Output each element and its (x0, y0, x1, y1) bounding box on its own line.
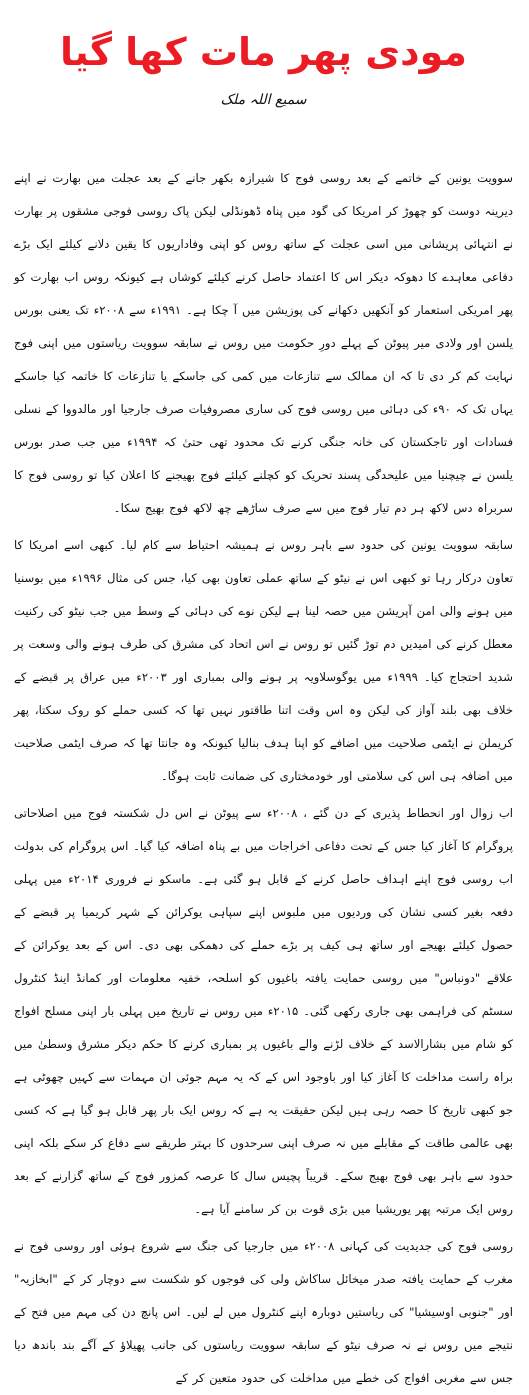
paragraph-3: اب زوال اور انحطاط پذیری کے دن گئے ، ۲۰۰۸ء سے پیوٹن نے اس دل شکستہ فوج میں اصلاحاتی پروگرام کا آغاز کیا جس کے تحت دفاعی اخراجات میں بے پناہ اضافہ کیا گیا۔ اس پروگرام کی بدولت اب روسی فوج اپنے اہداف حاصل کرنے کے قابل ہو گئی ہے۔ ماسکو نے فروری ۲۰۱۴ء میں پہلی دفعہ بغیر کسی نشان کی وردیوں میں ملبوس اپنے سپاہی یوکرائن کے شہر کریمیا پر قبضے کے حصول کیلئے بھیجے اور ساتھ ہی کیف پر بڑے حملے کی دھمکی بھی دی۔ اس کے بعد یوکرائن کے علاقے "دونباس" میں روسی حمایت یافتہ باغیوں کو اسلحہ، خفیہ معلومات اور کمانڈ اینڈ کنٹرول سسٹم کی فراہمی بھی جاری رکھی گئی۔ ۲۰۱۵ء میں روس نے تاریخ میں پہلی بار اپنی مسلح افواج کو شام میں بشارالاسد کے خلاف لڑنے والے باغیوں پر بمباری کرنے کا حکم دیکر مشرق وسطیٰ میں براہ راست مداخلت کا آغاز کیا اور باوجود اس کے کہ یہ مہم جوئی ان مہمات سے کہیں چھوٹی ہے جو کبھی تاریخ کا حصہ رہی ہیں لیکن حقیقت یہ ہے کہ روس ایک بار پھر قابل ہو گیا ہے کہ کسی بھی عالمی طاقت کے مقابلے میں نہ صرف اپنی سرحدوں کا بہتر طریقے سے دفاع کر سکے بلکہ اپنی حدود سے باہر بھی فوج بھیج سکے۔ قریباً پچیس سال کا عرصہ کمزور فوج کے ساتھ گزارنے کے بعد روس ایک مرتبہ پھر یوریشیا میں بڑی قوت بن کر سامنے آیا ہے۔ (14, 806, 513, 1216)
paragraph-2: سابقہ سوویت یونین کی حدود سے باہر روس نے ہمیشہ احتیاط سے کام لیا۔ کبھی اسے امریکا کا تعاون درکار رہا تو کبھی اس نے نیٹو کے ساتھ عملی تعاون بھی کیا، جس کی مثال ۱۹۹۶ء میں بوسنیا میں ہونے والی امن آپریشن میں حصہ لینا ہے لیکن نوے کی دہائی کے وسط میں جب نیٹو کی رکنیت معطل کرنے کی امیدیں دم توڑ گئیں تو روس نے اس اتحاد کی مشرق کی طرف ہونے والی وسعت پر شدید احتجاج کیا۔ ۱۹۹۹ء میں یوگوسلاویہ پر ہونے والی بمباری اور ۲۰۰۳ء میں عراق پر قبضے کے خلاف بھی بلند آواز کی لیکن وہ اس وقت اتنا طاقتور نہیں تھا کہ کسی حملے کو روک سکتا، پھر کریملن نے ایٹمی صلاحیت میں اضافے کو اپنا ہدف بنالیا کیونکہ وہ جانتا تھا کہ صرف ایٹمی صلاحیت میں اضافہ ہی اس کی سلامتی اور خودمختاری کی ضمانت ثابت ہوگا۔ (14, 538, 513, 783)
article-title: مودی پھر مات کھا گیا (60, 30, 467, 74)
paragraph-1: سوویت یونین کے خاتمے کے بعد روسی فوج کا شیرازہ بکھر جانے کے بعد عجلت میں بھارت نے اپنے دیرینہ دوست کو چھوڑ کر امریکا کی گود میں پناہ ڈھونڈلی لیکن پاک روسی فوجی مشقوں پر بھارت نے انتہائی پریشانی میں اسی عجلت کے ساتھ روس کو اپنی وفاداریوں کا یقین دلانے کیلئے ایک بڑے دفاعی معاہدے کا دھوکہ دیکر اس کا اعتماد حاصل کرنے کیلئے کوشاں ہے کیونکہ روس اب بھارت کو پھر امریکی استعمار کو آنکھیں دکھانے کی پوزیشن میں آ چکا ہے۔ ۱۹۹۱ء سے ۲۰۰۸ء تک یعنی بورس یلسن اور ولادی میر پیوٹن کے پہلے دورِ حکومت میں روس نے سابقہ سوویت ریاستوں میں اپنی فوج نہایت کم کر دی تا کہ ان ممالک سے تنازعات میں کمی کی جاسکے یا تنازعات کا خاتمہ کیا جاسکے یہاں تک کہ ۹۰ء کی دہائی میں روسی فوج کی ساری مصروفیات صرف جارجیا اور مالدووا کے نسلی فسادات اور تاجکستان کی خانہ جنگی کرنے تک محدود تھی حتیٰ کہ ۱۹۹۴ء میں جب صدر بورس یلسن نے چیچنیا میں علیحدگی پسند تحریک کو کچلنے کیلئے فوج بھیجنے کا اعلان کیا تو روسی فوج کا سربراہ دس لاکھ ہر دم تیار فوج میں سے صرف ساڑھے چھ لاکھ فوج بھیج سکا۔ (14, 171, 513, 515)
paragraph-4: روسی فوج کی جدیدیت کی کہانی ۲۰۰۸ء میں جارجیا کی جنگ سے شروع ہوئی اور روسی فوج نے مغرب کے حمایت یافتہ صدر میخائل ساکاش ولی کی فوجوں کو شکست سے دوچار کر کے "ابخازیہ" اور "جنوبی اوسیشیا" کی ریاستیں دوبارہ اپنے کنٹرول میں لے لیں۔ اس پانچ دن کی مہم میں فتح کے نتیجے میں روس نے نہ صرف نیٹو کے سابقہ سوویت ریاستوں کی جانب پھیلاؤ کے آگے بند باندھ دیا جس سے مغربی افواج کی خطے میں مداخلت کی حدود متعین کر کے (14, 1239, 513, 1385)
author-byline: سمیع اللہ ملک (220, 92, 307, 108)
article-body (14, 162, 513, 1395)
